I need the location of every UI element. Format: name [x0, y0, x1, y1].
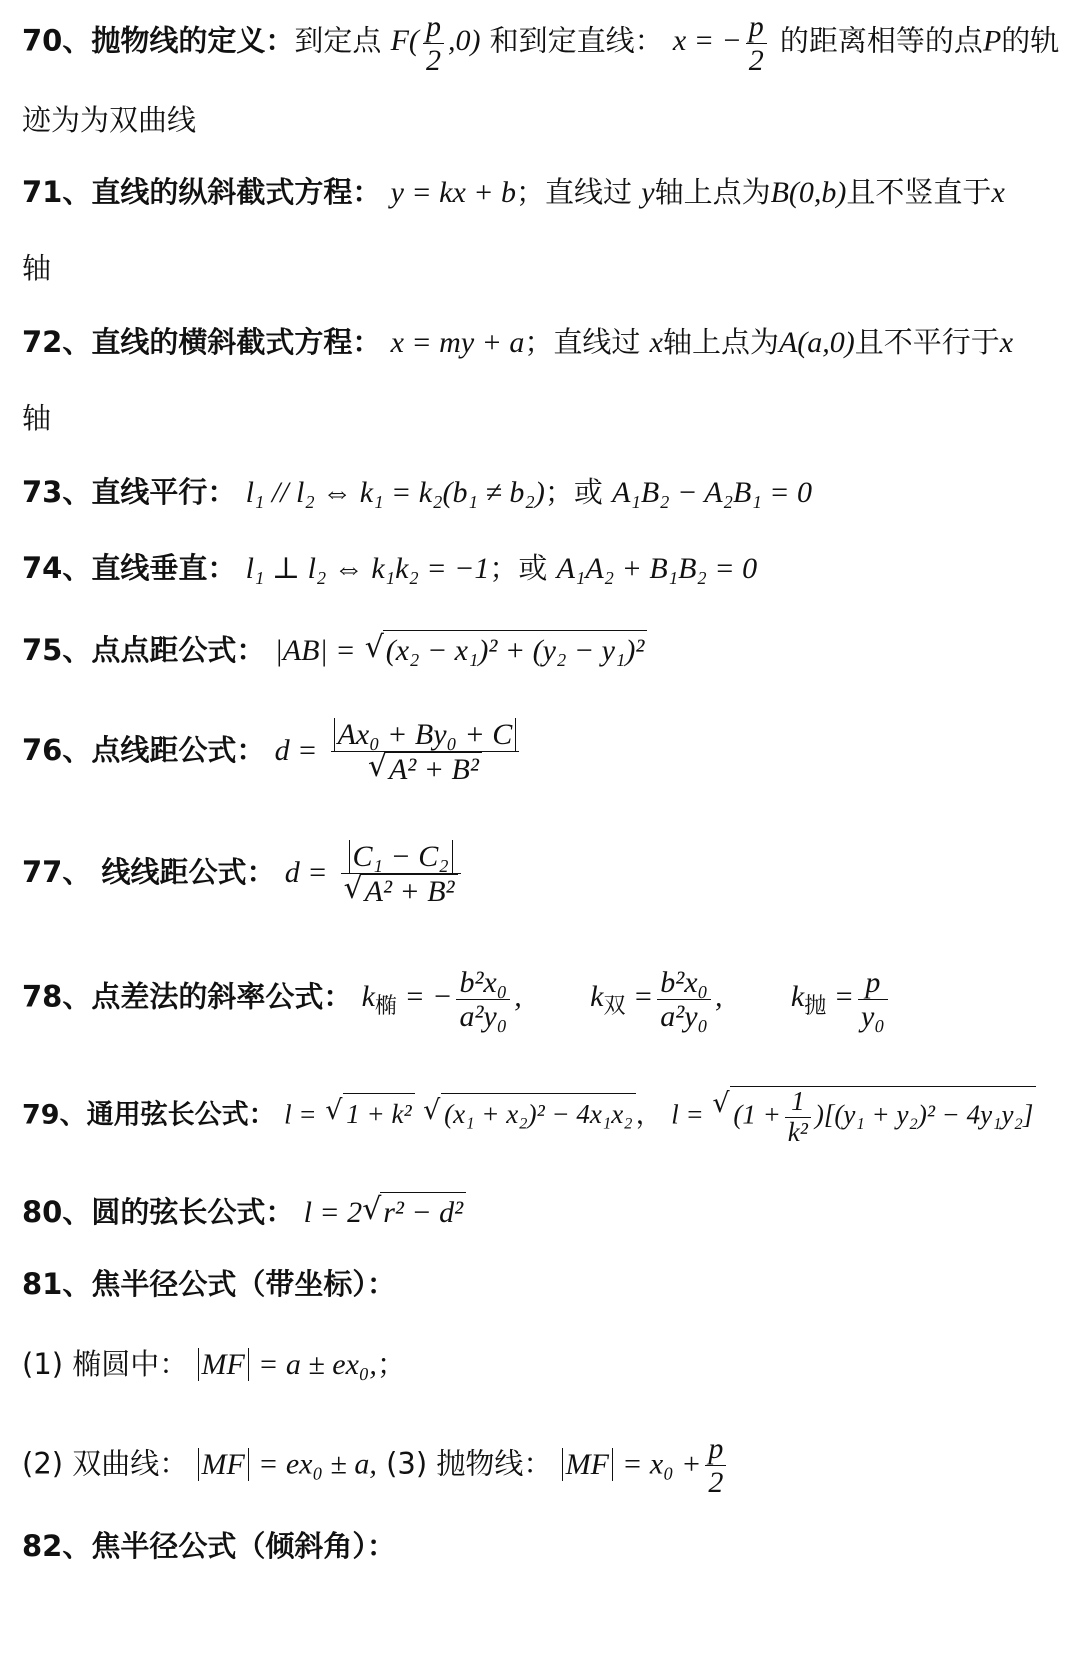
item-82: [22, 1526, 396, 1566]
denominator: y₀: [861, 1000, 885, 1033]
item-number: 79、: [22, 1099, 87, 1131]
formula: y = kx + b: [390, 176, 517, 209]
fraction: [705, 1432, 726, 1499]
text: ；: [376, 1347, 406, 1381]
item-title: 通用弦长公式：: [86, 1099, 276, 1131]
absolute-value: MF: [562, 1448, 613, 1481]
formula-lhs: |AB| =: [274, 634, 356, 667]
math-var: x: [999, 326, 1014, 359]
radicand: [730, 1086, 1036, 1147]
item-title: 直线平行：: [91, 475, 237, 509]
fraction: [746, 10, 767, 77]
fraction: [423, 10, 444, 77]
item-76: [22, 718, 523, 786]
item-81-hyperbola-parabola: [22, 1432, 730, 1499]
formula: x = my + a: [390, 326, 525, 359]
numerator: b²x₀: [456, 966, 510, 1000]
item-77: [22, 840, 465, 908]
fraction: [341, 840, 461, 908]
formula: l₁ // l₂ ⇔ k₁ = k₂(b₁ ≠ b₂): [245, 476, 545, 509]
radicand: A² + B²: [386, 752, 482, 786]
item-70-continued: 迹为为双曲线: [22, 103, 197, 137]
subscript: 双: [603, 994, 626, 1020]
text: 的轨: [1001, 23, 1060, 58]
numerator: p: [858, 966, 888, 1000]
item-number: 77、: [22, 855, 92, 889]
sqrt: [344, 874, 458, 908]
denominator: k²: [787, 1116, 808, 1147]
sqrt: [325, 1093, 414, 1134]
fraction: [785, 1087, 811, 1147]
radicand: (x₁ + x₂)² − 4x₁x₂: [441, 1093, 636, 1134]
item-number: 74、: [22, 551, 92, 585]
item-80: [22, 1192, 466, 1233]
item-title: 抛物线的定义：: [91, 23, 295, 58]
math-text: F(: [390, 24, 419, 58]
math-point: B(0,b): [770, 176, 847, 209]
text: ；或: [544, 475, 603, 509]
item-81: [22, 1264, 396, 1304]
math-text: =: [833, 980, 854, 1014]
item-number: 78、: [22, 979, 92, 1014]
math-text: )[(y₁ + y₂)² − 4y₁y₂]: [814, 1099, 1034, 1130]
text: ；或: [489, 551, 548, 585]
directrix-formula: [672, 10, 771, 77]
denominator: 2: [708, 1466, 724, 1499]
math-var: y: [641, 176, 655, 209]
numerator: p: [705, 1432, 726, 1466]
numerator: p: [746, 10, 767, 44]
absolute-value: MF: [198, 1348, 249, 1381]
formula-lhs: l = 2: [303, 1196, 363, 1229]
item-title: 点点距公式：: [91, 633, 266, 667]
math-var: x: [649, 326, 663, 359]
item-number: 82、: [22, 1529, 92, 1563]
slope-ellipse: [361, 966, 522, 1033]
formula-rhs: = x₀ +: [622, 1447, 702, 1481]
sub-label: (3) 抛物线：: [386, 1446, 553, 1481]
formula-alt: A₁A₂ + B₁B₂ = 0: [556, 552, 758, 585]
item-number: 73、: [22, 475, 92, 509]
subscript: 椭: [374, 994, 397, 1020]
denominator: a²y₀: [660, 1000, 708, 1033]
item-71-continued: 轴: [22, 251, 52, 285]
math-text: ,: [714, 980, 723, 1014]
math-var: P: [982, 24, 1002, 58]
radicand: r² − d²: [380, 1192, 466, 1233]
math-text: x = −: [672, 24, 742, 58]
radicand: 1 + k²: [343, 1093, 414, 1134]
item-73: [22, 472, 812, 513]
item-79: [22, 1086, 1036, 1147]
text: 轴上点为: [654, 175, 771, 209]
item-number: 75、: [22, 633, 92, 667]
absolute-value: MF: [198, 1448, 249, 1481]
denominator: 2: [748, 44, 764, 77]
item-75: [22, 630, 647, 671]
formula-lhs: d =: [284, 856, 328, 889]
text: 且不平行于: [854, 325, 1000, 359]
formula-rhs: = a ± ex₀,: [258, 1348, 377, 1381]
absolute-value: Ax₀ + By₀ + C: [334, 718, 517, 751]
numerator: [331, 718, 520, 752]
item-number: 72、: [22, 325, 92, 359]
sqrt: [365, 630, 648, 671]
absolute-value: C₁ − C₂: [349, 840, 453, 873]
numerator: b²x₀: [657, 966, 711, 1000]
text: 的距离相等的点: [779, 23, 983, 58]
sqrt: [368, 752, 482, 786]
denominator: 2: [425, 44, 441, 77]
item-title: 焦半径公式（带坐标）：: [91, 1267, 396, 1301]
math-text: ,: [514, 980, 522, 1014]
fraction: [456, 966, 510, 1033]
item-title: 点线距公式：: [91, 733, 266, 767]
numerator: p: [423, 10, 444, 44]
sqrt: [712, 1086, 1036, 1147]
formula-alt: A₁B₂ − A₂B₁ = 0: [612, 476, 813, 509]
text: 和到定直线：: [489, 23, 664, 58]
math-text: = −: [404, 980, 453, 1014]
formula-rhs: = ex₀ ± a,: [258, 1447, 377, 1481]
item-title: 直线垂直：: [91, 551, 237, 585]
math-text: ,0): [447, 24, 481, 58]
sub-label: (2) 双曲线：: [22, 1446, 189, 1481]
item-71: [22, 172, 1005, 213]
item-72-continued: 轴: [22, 401, 52, 435]
focus-formula: [390, 10, 481, 77]
sqrt: [423, 1093, 636, 1134]
item-title: 焦半径公式（倾斜角）：: [91, 1529, 396, 1563]
fraction: [858, 966, 888, 1033]
numerator: [341, 840, 461, 874]
item-title: 点差法的斜率公式：: [91, 979, 353, 1014]
math-var: k: [361, 980, 375, 1014]
item-title: 线线距公式：: [91, 855, 276, 889]
math-text: =: [632, 980, 654, 1014]
formula-lhs: d =: [274, 734, 318, 767]
math-var: k: [790, 980, 805, 1014]
item-70: [22, 10, 1059, 77]
item-number: 81、: [22, 1267, 92, 1301]
item-title: 圆的弦长公式：: [91, 1195, 295, 1229]
item-74: [22, 548, 757, 589]
text: 到定点: [294, 23, 382, 58]
math-var: x: [991, 176, 1005, 209]
formula-lhs: l =: [284, 1099, 317, 1130]
slope-hyperbola: [590, 966, 723, 1033]
item-title: 直线的纵斜截式方程：: [91, 175, 382, 209]
math-text: (1 +: [733, 1099, 781, 1130]
text: 轴上点为: [662, 325, 779, 359]
numerator: 1: [785, 1087, 811, 1118]
text: ；直线过: [524, 325, 641, 359]
sqrt: [362, 1192, 466, 1233]
separator: ，: [635, 1099, 663, 1131]
denominator: a²y₀: [459, 1000, 508, 1033]
fraction: [331, 718, 520, 786]
fraction: [657, 966, 711, 1033]
item-number: 76、: [22, 733, 92, 767]
slope-parabola: [790, 966, 892, 1033]
formula-lhs: l =: [671, 1099, 704, 1130]
item-title: 直线的横斜截式方程：: [91, 325, 382, 359]
text: 且不竖直于: [846, 175, 992, 209]
subscript: 抛: [804, 994, 827, 1020]
sub-label: (1) 椭圆中：: [22, 1347, 189, 1381]
denominator: [341, 874, 461, 908]
item-number: 80、: [22, 1195, 92, 1229]
item-81-ellipse: [22, 1344, 406, 1385]
formula: l₁ ⊥ l₂ ⇔ k₁k₂ = −1: [245, 552, 490, 585]
text: ；直线过: [516, 175, 633, 209]
item-72: [22, 322, 1013, 363]
item-number: 71、: [22, 175, 92, 209]
item-number: 70、: [22, 23, 92, 58]
math-point: A(a,0): [778, 326, 855, 359]
item-78: [22, 966, 892, 1033]
denominator: [331, 752, 520, 786]
math-var: k: [590, 980, 604, 1014]
radicand: A² + B²: [362, 874, 458, 908]
radicand: (x₂ − x₁)² + (y₂ − y₁)²: [383, 630, 648, 671]
